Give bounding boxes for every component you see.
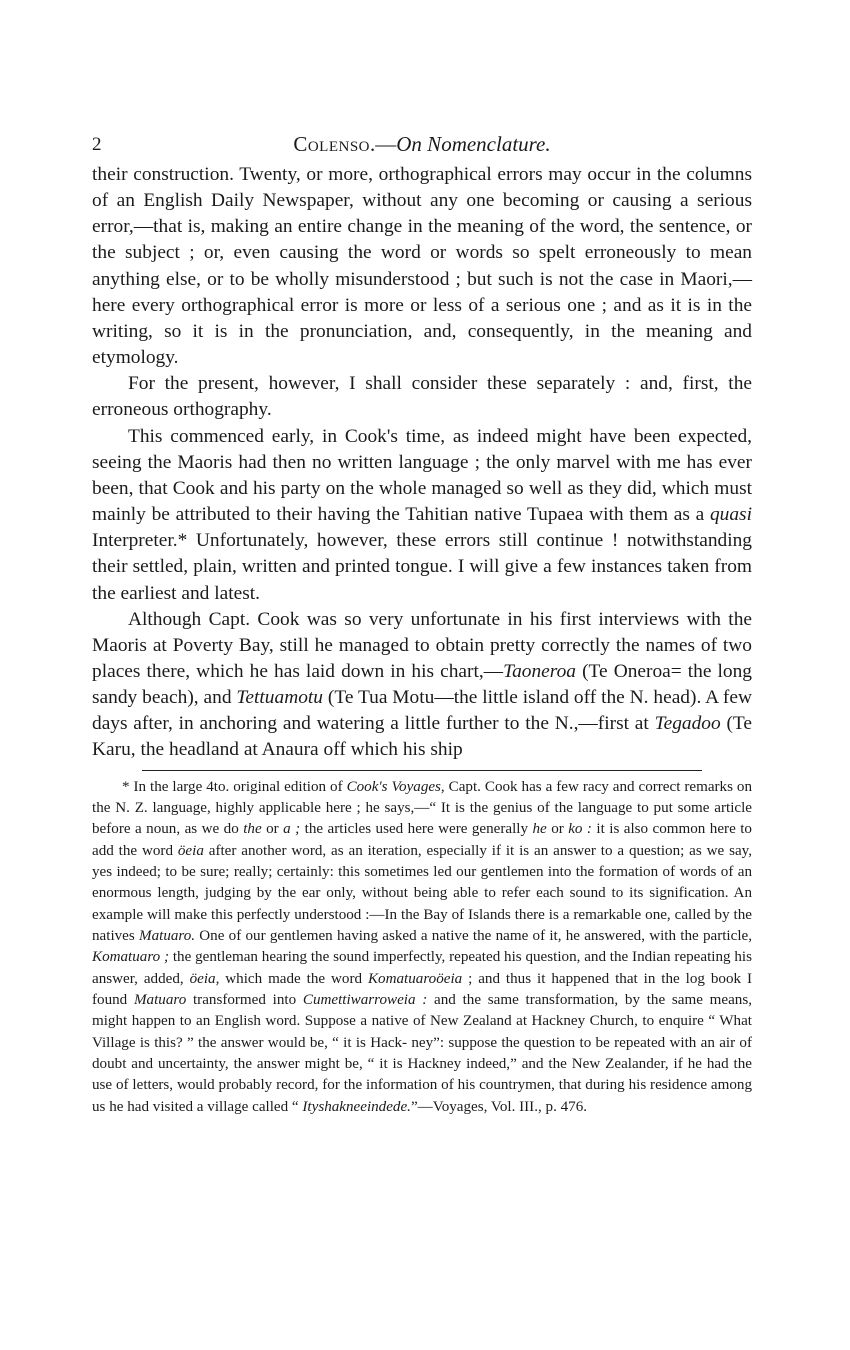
text-run: (Te Tua Motu—the little island off the N. head). A few days after, in anchoring and watering a little further to the N.,—first at: [92, 687, 753, 735]
running-head-title: [92, 132, 752, 157]
text-run: ”—Voyages, Vol. III., p. 476.: [410, 1098, 588, 1115]
italic-term: quasi: [709, 504, 752, 526]
text-run: and the same transformation, by the same means, might happen to an English word. Suppose a native of New Zealand at Hackney Church, to enquire “ What Village is this? ” the answer would be, “ it is Hack- ney”: suppose the question to be repeated with an air of doubt and uncertainty, the answer might be, “ it is Hackney indeed,” and the New Zealander, if he had the use of letters, would probably record, for the information of his countrymen, that during his residence among us he had visited a village called “: [92, 992, 752, 1115]
text-run: Although Capt. Cook was so very unfortunate in his first interviews with the Maoris at Poverty Bay, still he managed to obtain pretty correctly the names of two places there, which he has laid down in his chart,—: [92, 608, 752, 682]
text-run: (Te Oneroa= the long sandy beach), and: [92, 660, 752, 709]
italic-term: the: [243, 821, 262, 838]
italic-term: öeia: [177, 842, 204, 859]
text-run: One of our gentlemen having asked a native the name of it, he answered, with the particle,: [195, 928, 752, 944]
footnote-text: [92, 777, 752, 1119]
footnote-rule: [142, 770, 702, 771]
title-separator: .—: [370, 132, 397, 156]
italic-term: öeia,: [189, 970, 220, 987]
place-name: Tegadoo: [654, 713, 721, 735]
italic-term: Cook's Voyages,: [346, 778, 445, 795]
italic-term: he: [532, 821, 547, 838]
page: [92, 130, 752, 1118]
italic-term: Cumettiwarroweia :: [302, 992, 428, 1009]
italic-term: a ;: [283, 821, 301, 838]
page-number: 2: [92, 134, 102, 155]
text-run: after another word, as an iteration, especially if it is an answer to a question; as we say, yes indeed; to be sure; really; certainly: this sometimes led our gentlemen into the formation of words of an enormous length, judging by the ear only, without being able to refer each sound to its signification. An example will make this perfectly understood :—In the Bay of Islands there is a remarkable one, called by the natives: [92, 842, 753, 944]
text-run: * In the large 4to. original edition of: [122, 778, 347, 795]
text-run: which made the word: [219, 970, 368, 987]
paragraph: [92, 607, 752, 764]
author-name: Colenso: [293, 132, 371, 156]
text-run: or: [261, 821, 284, 838]
paragraph: [92, 424, 752, 607]
paragraph: For the present, however, I shall consider these separately : and, first, the erroneous orthography.: [92, 373, 752, 421]
italic-term: ko :: [568, 821, 592, 838]
text-run: it is also common here to add the word: [92, 821, 752, 859]
place-name: Taoneroa: [503, 660, 576, 682]
running-header: [92, 130, 752, 162]
text-run: Capt. Cook has a few racy and correct remarks on the N. Z. language, highly applicable here ; he says,—“ It is the genius of the language to put some article before a noun, as we do: [92, 778, 753, 838]
body-text: [92, 162, 752, 764]
italic-term: Matuaro.: [139, 928, 196, 944]
paragraph: their construction. Twenty, or more, orthographical errors may occur in the columns of an English Daily Newspaper, without any one becoming or causing a serious error,—that is, making an entire change in the meaning of the word, the sentence, or the subject ; or, even causing the word or words so spelt erroneously to mean anything else, or to be wholly misunderstood ; but such is not the case in Maori,—here every orthographical error is more or less of a serious one ; and as it is in the writing, so it is in the pronunciation, and, consequently, in the meaning and etymology.: [92, 164, 752, 369]
footnote: [92, 777, 752, 1119]
text-run: the articles used here were generally: [300, 821, 533, 838]
text-run: or: [546, 821, 569, 838]
text-run: transformed into: [186, 992, 303, 1009]
text-run: (Te Karu, the headland at Anaura off which his ship: [92, 713, 752, 761]
italic-term: Komatuaro ;: [92, 949, 170, 966]
text-run: the gentleman hearing the sound imperfectly, repeated his question, and the Indian repeating his answer, added,: [92, 949, 752, 987]
text-run: Interpreter.* Unfortunately, however, these errors still continue ! notwithstanding their settled, plain, written and printed tongue. I will give a few instances taken from the earliest and latest.: [92, 530, 752, 604]
italic-term: Ityshakneeindede.: [302, 1098, 411, 1115]
text-run: This commenced early, in Cook's time, as indeed might have been expected, seeing the Maoris had then no written language ; the only marvel with me has ever been, that Cook and his party on the whole managed so well as they did, which must mainly be attributed to their having the Tahitian native Tupaea with them as a: [92, 425, 752, 526]
italic-term: Matuaro: [133, 992, 187, 1009]
article-subject: On Nomenclature.: [396, 132, 551, 156]
text-run: ; and thus it happened that in the log book I found: [92, 970, 752, 1009]
place-name: Tettuamotu: [236, 687, 323, 709]
italic-term: Komatuaroöeia: [367, 970, 463, 987]
